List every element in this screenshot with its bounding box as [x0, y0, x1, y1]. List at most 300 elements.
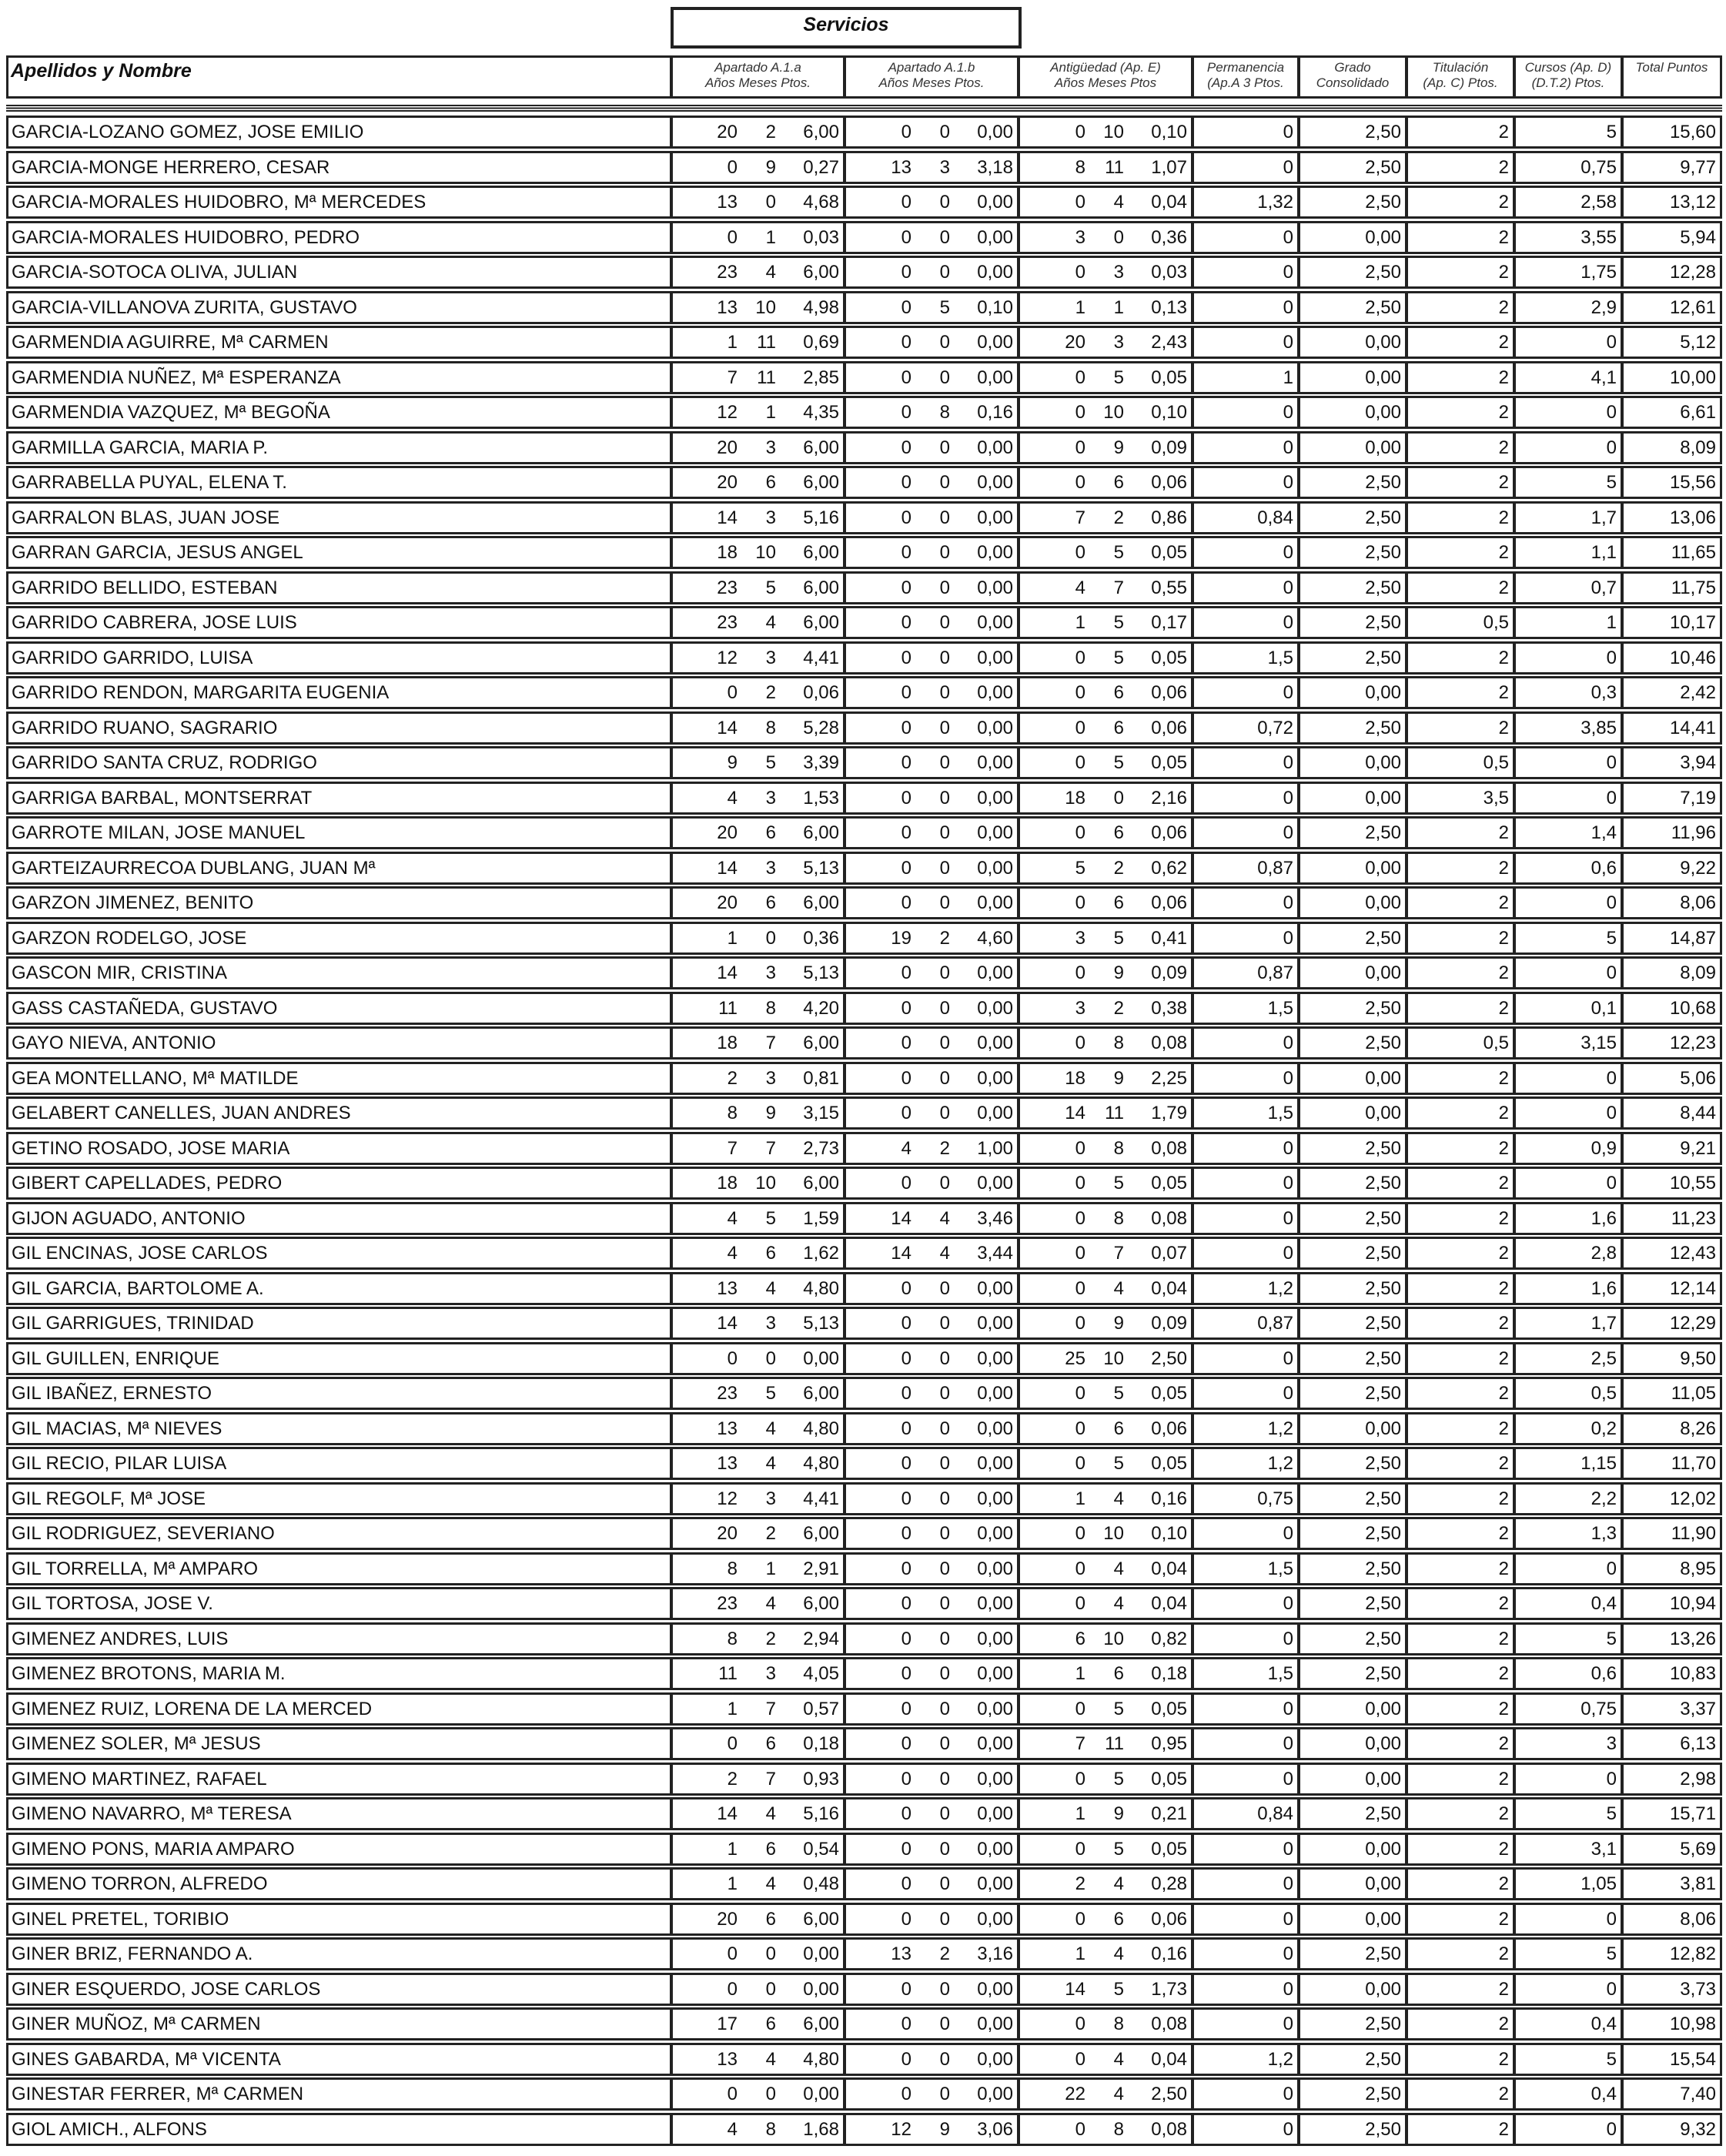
cell-a1b-part: 0 — [901, 577, 912, 598]
cell-titulacion: 2 — [1406, 676, 1515, 709]
cell-cursos: 0,2 — [1514, 1412, 1623, 1445]
cell-cursos: 1,6 — [1514, 1202, 1623, 1235]
cell-permanencia: 1 — [1192, 361, 1300, 394]
cell-total: 12,23 — [1621, 1026, 1722, 1060]
cell-antiguedad — [1018, 501, 1193, 534]
cell-antiguedad-part: 2,50 — [1151, 1348, 1187, 1369]
cell-a1a-part: 23 — [717, 1383, 738, 1404]
cell-antiguedad — [1018, 1026, 1193, 1060]
cell-a1b-part: 0,00 — [977, 1453, 1013, 1474]
cell-antiguedad-part: 0,09 — [1151, 962, 1187, 983]
cell-antiguedad-part: 0 — [1075, 1593, 1085, 1614]
cell-permanencia: 0 — [1192, 2113, 1300, 2146]
cell-a1a — [671, 1903, 845, 1936]
cell-grado: 0,00 — [1298, 396, 1407, 429]
cell-a1a-part: 0,27 — [803, 156, 839, 178]
cell-grado: 2,50 — [1298, 2077, 1407, 2111]
cell-a1a — [671, 606, 845, 639]
cell-name: GARRIDO BELLIDO, ESTEBAN — [6, 571, 672, 604]
cell-a1a — [671, 2043, 845, 2076]
cell-a1a-part: 6,00 — [803, 1033, 839, 1053]
cell-cursos: 0,4 — [1514, 2077, 1623, 2111]
cell-a1b — [844, 536, 1019, 569]
table-row — [6, 1867, 1722, 1903]
cell-antiguedad-part: 0,05 — [1151, 542, 1187, 563]
cell-antiguedad-part: 0 — [1075, 1698, 1085, 1719]
cell-antiguedad-part: 7 — [1113, 577, 1124, 598]
cell-a1b — [844, 956, 1019, 989]
cell-antiguedad-part: 6 — [1113, 822, 1124, 843]
cell-name: GIL REGOLF, Mª JOSE — [6, 1482, 672, 1515]
cell-antiguedad-part: 0,04 — [1151, 1558, 1187, 1579]
cell-antiguedad — [1018, 1412, 1193, 1445]
cell-a1a-part: 0,00 — [803, 1943, 839, 1964]
cell-antiguedad-part: 0 — [1075, 1207, 1085, 1229]
cell-permanencia: 0 — [1192, 2077, 1300, 2111]
cell-a1b — [844, 1973, 1019, 2006]
cell-cursos: 0 — [1514, 641, 1623, 675]
cell-a1b-part: 0,00 — [977, 1383, 1013, 1404]
cell-a1a-part: 0 — [765, 2084, 776, 2104]
cell-grado: 0,00 — [1298, 1692, 1407, 1726]
cell-total: 11,23 — [1621, 1202, 1722, 1235]
cell-name: GARRALON BLAS, JUAN JOSE — [6, 501, 672, 534]
cell-a1b-part: 0 — [939, 1593, 950, 1614]
header-a1a: Apartado A.1.a Años Meses Ptos. — [671, 55, 845, 99]
cell-a1b-part: 2 — [939, 1943, 950, 1964]
cell-antiguedad-part: 20 — [1065, 332, 1085, 353]
cell-antiguedad-part: 4 — [1113, 2084, 1124, 2104]
cell-antiguedad-part: 1 — [1075, 1488, 1085, 1509]
cell-a1a-part: 4,35 — [803, 402, 839, 423]
cell-a1a-part: 4 — [765, 612, 776, 633]
cell-total: 14,87 — [1621, 922, 1722, 955]
cell-antiguedad-part: 10 — [1103, 1523, 1124, 1544]
cell-antiguedad — [1018, 116, 1193, 149]
table-row — [6, 361, 1722, 397]
cell-a1a-part: 6 — [765, 2014, 776, 2034]
cell-a1a — [671, 2113, 845, 2146]
cell-antiguedad-part: 0 — [1075, 2014, 1085, 2034]
cell-antiguedad-part: 0 — [1075, 962, 1085, 983]
cell-titulacion: 2 — [1406, 992, 1515, 1025]
table-row — [6, 1552, 1722, 1588]
cell-a1b-part: 0 — [901, 1663, 912, 1684]
cell-a1a-part: 5,16 — [803, 507, 839, 528]
cell-antiguedad-part: 0,10 — [1151, 402, 1187, 423]
cell-antiguedad-part: 0,06 — [1151, 472, 1187, 493]
cell-a1a-part: 8 — [727, 1103, 738, 1123]
cell-antiguedad — [1018, 1482, 1193, 1515]
cell-grado: 2,50 — [1298, 922, 1407, 955]
header-total: Total Puntos — [1621, 55, 1722, 99]
cell-name: GARRAN GARCIA, JESUS ANGEL — [6, 536, 672, 569]
cell-antiguedad-part: 11 — [1105, 1733, 1124, 1754]
cell-permanencia: 0 — [1192, 1763, 1300, 1796]
table-row — [6, 1587, 1722, 1622]
cell-grado: 0,00 — [1298, 1412, 1407, 1445]
cell-a1b-part: 0 — [939, 822, 950, 843]
cell-antiguedad-part: 2,16 — [1151, 787, 1187, 808]
cell-antiguedad-part: 0 — [1075, 1768, 1085, 1789]
cell-a1a-part: 1 — [727, 1838, 738, 1860]
cell-a1b — [844, 992, 1019, 1025]
cell-a1a-part: 20 — [717, 822, 738, 843]
cell-name: GARCIA-MORALES HUIDOBRO, PEDRO — [6, 221, 672, 254]
cell-titulacion: 2 — [1406, 116, 1515, 149]
cell-a1a-part: 6,00 — [803, 1908, 839, 1930]
table-row — [6, 151, 1722, 186]
cell-titulacion: 2 — [1406, 816, 1515, 849]
cell-permanencia: 0 — [1192, 396, 1300, 429]
cell-cursos: 0,75 — [1514, 151, 1623, 184]
cell-a1a-part: 0,81 — [803, 1067, 839, 1089]
table-row — [6, 816, 1722, 852]
table-row — [6, 2043, 1722, 2078]
cell-antiguedad — [1018, 361, 1193, 394]
cell-antiguedad — [1018, 676, 1193, 709]
cell-a1a-part: 0 — [765, 1943, 776, 1964]
cell-a1a-part: 0 — [727, 1348, 738, 1369]
cell-a1a — [671, 1202, 845, 1235]
cell-a1b-part: 0 — [939, 1488, 950, 1509]
cell-a1b — [844, 291, 1019, 324]
cell-antiguedad — [1018, 1237, 1193, 1270]
table-row — [6, 186, 1722, 221]
cell-a1a-part: 7 — [727, 367, 738, 388]
cell-a1a-part: 6,00 — [803, 1383, 839, 1404]
table-row — [6, 922, 1722, 957]
cell-a1a — [671, 1482, 845, 1515]
cell-a1b-part: 4,60 — [977, 927, 1013, 949]
cell-a1a — [671, 1657, 845, 1690]
cell-a1a-part: 3 — [765, 787, 776, 808]
cell-permanencia: 0,84 — [1192, 1797, 1300, 1830]
cell-permanencia: 0 — [1192, 466, 1300, 499]
cell-antiguedad-part: 2,25 — [1151, 1067, 1187, 1089]
cell-antiguedad-part: 2 — [1113, 857, 1124, 879]
cell-titulacion: 2 — [1406, 1657, 1515, 1690]
cell-cursos: 0 — [1514, 1763, 1623, 1796]
cell-name: GARMENDIA AGUIRRE, Mª CARMEN — [6, 326, 672, 359]
cell-a1a-part: 11 — [757, 332, 776, 353]
cell-a1a-part: 0 — [727, 156, 738, 178]
cell-name: GARZON JIMENEZ, BENITO — [6, 886, 672, 919]
cell-a1a-part: 1,62 — [803, 1243, 839, 1264]
cell-cursos: 5 — [1514, 1622, 1623, 1656]
cell-titulacion: 2 — [1406, 2007, 1515, 2040]
cell-cursos: 1,05 — [1514, 1867, 1623, 1900]
cell-a1b-part: 0,00 — [977, 857, 1013, 879]
cell-antiguedad-part: 4 — [1113, 1277, 1124, 1299]
cell-cursos: 5 — [1514, 922, 1623, 955]
cell-antiguedad-part: 0,04 — [1151, 192, 1187, 213]
cell-cursos: 0 — [1514, 2113, 1623, 2146]
cell-total: 12,29 — [1621, 1307, 1722, 1340]
cell-a1b-part: 0,00 — [977, 507, 1013, 528]
cell-a1a-part: 3 — [765, 647, 776, 668]
cell-a1b-part: 0,00 — [977, 2048, 1013, 2070]
cell-antiguedad — [1018, 221, 1193, 254]
cell-antiguedad-part: 0,17 — [1151, 612, 1187, 633]
cell-a1b-part: 0 — [939, 962, 950, 983]
cell-a1b-part: 0 — [939, 1768, 950, 1789]
cell-cursos: 1,3 — [1514, 1517, 1623, 1550]
cell-antiguedad — [1018, 1937, 1193, 1970]
cell-a1a-part: 10 — [755, 1173, 776, 1194]
cell-a1a-part: 6,00 — [803, 1173, 839, 1194]
cell-a1a-part: 4,80 — [803, 2048, 839, 2070]
cell-total: 9,21 — [1621, 1132, 1722, 1165]
cell-permanencia: 0 — [1192, 1026, 1300, 1060]
cell-a1a-part: 0,00 — [803, 2084, 839, 2104]
cell-name: GIBERT CAPELLADES, PEDRO — [6, 1167, 672, 1200]
cell-a1b-part: 0,00 — [977, 822, 1013, 843]
cell-antiguedad-part: 8 — [1113, 2118, 1124, 2140]
cell-total: 2,42 — [1621, 676, 1722, 709]
cell-antiguedad — [1018, 956, 1193, 989]
table-row — [6, 1517, 1722, 1552]
cell-a1a-part: 4 — [765, 1277, 776, 1299]
cell-titulacion: 2 — [1406, 1342, 1515, 1375]
cell-a1b-part: 9 — [939, 2118, 950, 2140]
cell-name: GIL GARRIGUES, TRINIDAD — [6, 1307, 672, 1340]
cell-total: 5,94 — [1621, 221, 1722, 254]
cell-permanencia: 0 — [1192, 2007, 1300, 2040]
cell-a1a-part: 4,80 — [803, 1418, 839, 1439]
cell-antiguedad-part: 11 — [1105, 1103, 1124, 1123]
table-row — [6, 221, 1722, 256]
cell-a1b-part: 0 — [901, 507, 912, 528]
cell-a1b-part: 0 — [901, 1173, 912, 1194]
cell-grado: 2,50 — [1298, 151, 1407, 184]
cell-titulacion: 2 — [1406, 1517, 1515, 1550]
cell-antiguedad-part: 7 — [1113, 1243, 1124, 1264]
cell-cursos: 0 — [1514, 1062, 1623, 1095]
cell-a1b-part: 0 — [901, 2048, 912, 2070]
cell-a1b-part: 0 — [939, 437, 950, 458]
cell-a1b — [844, 1552, 1019, 1585]
cell-antiguedad-part: 3 — [1075, 226, 1085, 248]
table-row — [6, 2077, 1722, 2113]
table-row — [6, 1833, 1722, 1868]
cell-antiguedad — [1018, 1622, 1193, 1656]
cell-total: 5,69 — [1621, 1833, 1722, 1866]
cell-permanencia: 0 — [1192, 1833, 1300, 1866]
cell-a1a-part: 9 — [765, 156, 776, 178]
cell-a1b — [844, 326, 1019, 359]
cell-name: GELABERT CANELLES, JUAN ANDRES — [6, 1096, 672, 1130]
cell-cursos: 0,75 — [1514, 1692, 1623, 1726]
table-row — [6, 852, 1722, 887]
cell-antiguedad — [1018, 2077, 1193, 2111]
cell-a1b — [844, 1132, 1019, 1165]
cell-titulacion: 2 — [1406, 852, 1515, 885]
cell-antiguedad — [1018, 466, 1193, 499]
cell-a1a-part: 6,00 — [803, 822, 839, 843]
cell-name: GINESTAR FERRER, Mª CARMEN — [6, 2077, 672, 2111]
cell-a1a — [671, 151, 845, 184]
cell-a1a-part: 1,59 — [803, 1207, 839, 1229]
table-row — [6, 1026, 1722, 1062]
cell-a1b-part: 0 — [939, 1873, 950, 1894]
cell-a1a-part: 2 — [727, 1768, 738, 1789]
cell-a1b-part: 0 — [901, 682, 912, 703]
cell-permanencia: 0 — [1192, 116, 1300, 149]
cell-a1b-part: 0,00 — [977, 612, 1013, 633]
cell-a1b-part: 0,00 — [977, 1033, 1013, 1053]
cell-total: 10,68 — [1621, 992, 1722, 1025]
cell-a1a-part: 4,41 — [803, 1488, 839, 1509]
cell-permanencia: 0 — [1192, 676, 1300, 709]
cell-a1b — [844, 431, 1019, 464]
cell-antiguedad — [1018, 1587, 1193, 1620]
table-row — [6, 1447, 1722, 1482]
cell-name: GASS CASTAÑEDA, GUSTAVO — [6, 992, 672, 1025]
cell-titulacion: 2 — [1406, 641, 1515, 675]
cell-a1a-part: 5,13 — [803, 857, 839, 879]
header-grado: Grado Consolidado — [1298, 55, 1407, 99]
cell-a1b-part: 0 — [901, 1733, 912, 1754]
cell-a1a-part: 3 — [765, 962, 776, 983]
cell-total: 8,95 — [1621, 1552, 1722, 1585]
cell-a1a — [671, 641, 845, 675]
cell-a1b-part: 0,00 — [977, 2014, 1013, 2034]
cell-cursos: 0,1 — [1514, 992, 1623, 1025]
cell-a1a-part: 20 — [717, 892, 738, 913]
cell-a1a — [671, 1833, 845, 1866]
cell-permanencia: 0 — [1192, 1587, 1300, 1620]
cell-titulacion: 2 — [1406, 501, 1515, 534]
cell-a1a-part: 6,00 — [803, 1593, 839, 1614]
cell-grado: 2,50 — [1298, 606, 1407, 639]
cell-total: 9,32 — [1621, 2113, 1722, 2146]
cell-total: 10,98 — [1621, 2007, 1722, 2040]
cell-grado: 2,50 — [1298, 571, 1407, 604]
cell-antiguedad-part: 0,16 — [1151, 1943, 1187, 1964]
cell-total: 9,22 — [1621, 852, 1722, 885]
cell-a1b-part: 0 — [939, 507, 950, 528]
cell-a1b-part: 0,00 — [977, 262, 1013, 283]
cell-permanencia: 0 — [1192, 151, 1300, 184]
cell-a1a-part: 1 — [765, 402, 776, 423]
cell-name: GIOL AMICH., ALFONS — [6, 2113, 672, 2146]
cell-titulacion: 3,5 — [1406, 782, 1515, 815]
cell-antiguedad — [1018, 1377, 1193, 1410]
cell-grado: 2,50 — [1298, 1517, 1407, 1550]
cell-a1a-part: 0 — [727, 1978, 738, 2000]
table-row — [6, 431, 1722, 467]
cell-a1a — [671, 1132, 845, 1165]
cell-antiguedad-part: 10 — [1103, 402, 1124, 423]
cell-a1a — [671, 1727, 845, 1760]
cell-antiguedad-part: 6 — [1113, 1663, 1124, 1684]
cell-a1b — [844, 361, 1019, 394]
cell-antiguedad — [1018, 1307, 1193, 1340]
cell-antiguedad-part: 4 — [1113, 1873, 1124, 1894]
cell-antiguedad-part: 1 — [1075, 1803, 1085, 1824]
cell-grado: 0,00 — [1298, 1867, 1407, 1900]
cell-a1a-part: 11 — [718, 1663, 738, 1684]
cell-antiguedad-part: 9 — [1113, 1067, 1124, 1089]
cell-a1a-part: 10 — [755, 542, 776, 563]
cell-cursos: 0,9 — [1514, 1132, 1623, 1165]
cell-a1b-part: 0 — [939, 1173, 950, 1194]
cell-titulacion: 2 — [1406, 1202, 1515, 1235]
cell-antiguedad-part: 0,04 — [1151, 1593, 1187, 1614]
cell-grado: 0,00 — [1298, 1727, 1407, 1760]
cell-antiguedad-part: 5 — [1113, 1768, 1124, 1789]
cell-a1a-part: 0,03 — [803, 226, 839, 248]
table-row — [6, 466, 1722, 501]
cell-permanencia: 0 — [1192, 1727, 1300, 1760]
cell-a1b-part: 0 — [901, 367, 912, 388]
cell-a1b-part: 0 — [939, 2048, 950, 2070]
table-row — [6, 396, 1722, 431]
cell-total: 11,05 — [1621, 1377, 1722, 1410]
cell-antiguedad — [1018, 1867, 1193, 1900]
cell-a1a-part: 14 — [717, 857, 738, 879]
cell-a1b-part: 0 — [939, 857, 950, 879]
cell-antiguedad-part: 2 — [1113, 997, 1124, 1019]
cell-name: GIL GUILLEN, ENRIQUE — [6, 1342, 672, 1375]
cell-a1a — [671, 1096, 845, 1130]
cell-a1b-part: 0 — [939, 1558, 950, 1579]
cell-a1b-part: 0 — [901, 752, 912, 773]
cell-total: 8,06 — [1621, 886, 1722, 919]
cell-a1a-part: 0 — [727, 226, 738, 248]
cell-antiguedad-part: 0,62 — [1151, 857, 1187, 879]
cell-a1a-part: 0,57 — [803, 1698, 839, 1719]
cell-antiguedad-part: 1 — [1075, 1943, 1085, 1964]
cell-grado: 0,00 — [1298, 326, 1407, 359]
cell-a1b-part: 0 — [901, 1803, 912, 1824]
cell-antiguedad-part: 0 — [1075, 752, 1085, 773]
cell-a1b-part: 0 — [901, 296, 912, 318]
cell-antiguedad-part: 10 — [1103, 1348, 1124, 1369]
cell-permanencia: 0 — [1192, 1937, 1300, 1970]
cell-antiguedad — [1018, 746, 1193, 779]
cell-titulacion: 2 — [1406, 1727, 1515, 1760]
cell-grado: 0,00 — [1298, 1763, 1407, 1796]
cell-total: 15,71 — [1621, 1797, 1722, 1830]
table-row — [6, 536, 1722, 571]
cell-antiguedad-part: 0 — [1075, 1908, 1085, 1930]
cell-a1b-part: 0 — [939, 892, 950, 913]
servicios-group-title: Servicios — [671, 7, 1022, 49]
cell-grado: 0,00 — [1298, 1973, 1407, 2006]
cell-antiguedad-part: 8 — [1075, 156, 1085, 178]
cell-name: GARMILLA GARCIA, MARIA P. — [6, 431, 672, 464]
cell-antiguedad-part: 0 — [1075, 192, 1085, 213]
cell-a1b-part: 0,00 — [977, 1663, 1013, 1684]
cell-a1a-part: 11 — [718, 997, 738, 1019]
cell-a1a-part: 0,69 — [803, 332, 839, 353]
table-row — [6, 1937, 1722, 1973]
cell-total: 8,44 — [1621, 1096, 1722, 1130]
cell-antiguedad — [1018, 1447, 1193, 1480]
cell-a1a-part: 0,18 — [803, 1733, 839, 1754]
cell-titulacion: 2 — [1406, 536, 1515, 569]
table-row — [6, 1237, 1722, 1272]
cell-a1b-part: 0 — [939, 1523, 950, 1544]
cell-antiguedad-part: 9 — [1113, 1803, 1124, 1824]
cell-cursos: 0,4 — [1514, 1587, 1623, 1620]
cell-antiguedad — [1018, 431, 1193, 464]
cell-a1a-part: 1 — [765, 226, 776, 248]
cell-a1a-part: 4,20 — [803, 997, 839, 1019]
cell-antiguedad-part: 0 — [1075, 682, 1085, 703]
